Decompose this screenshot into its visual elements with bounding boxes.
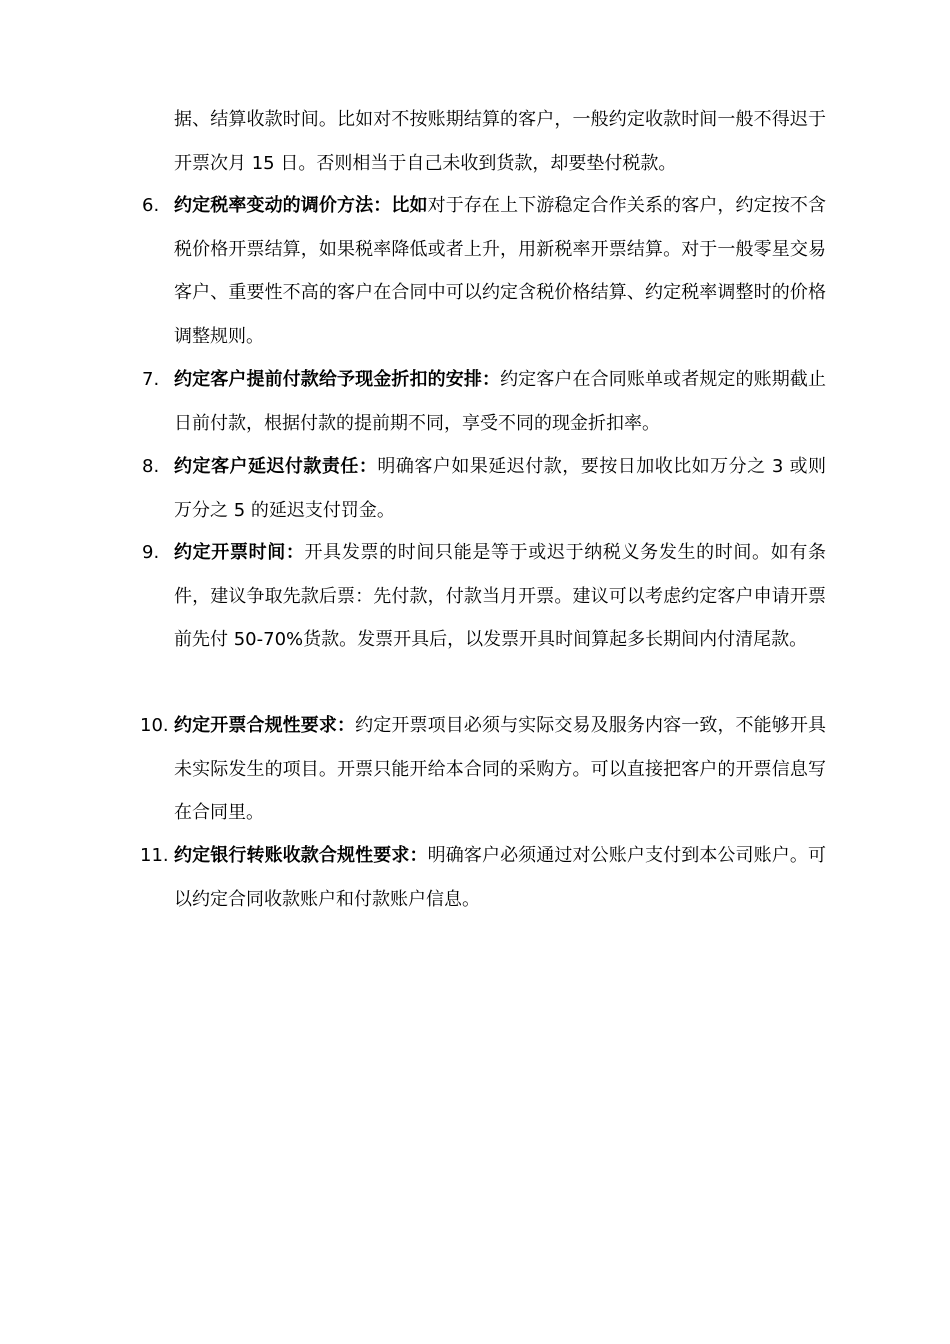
item-number: 9. (142, 542, 160, 563)
item-body (174, 531, 826, 662)
item-text: 开具发票的时间只能是等于或迟于纳税义务发生的时间。如有条件，建议争取先款后票：先付款，付款当月开票。建议可以考虑约定客户申请开票前先付 50-70%货款。发票开具后，以发票开具时间算起多长期间内付清尾款。 (174, 542, 826, 650)
item-number: 8. (142, 456, 160, 477)
item-body (174, 704, 826, 835)
item-body (174, 358, 826, 445)
intro-paragraph: 据、结算收款时间。比如对不按账期结算的客户，一般约定收款时间一般不得迟于开票次月 15 日。否则相当于自己未收到货款，却要垫付税款。 (174, 109, 826, 174)
item-text: 对于存在上下游稳定合作关系的客户，约定按不含税价格开票结算，如果税率降低或者上升，用新税率开票结算。对于一般零星交易客户、重要性不高的客户在合同中可以约定含税价格结算、约定税率调整时的价格调整规则。 (174, 195, 827, 347)
item-number: 10. (140, 715, 169, 736)
item-number: 7. (142, 369, 160, 390)
item-text: 明确客户必须通过对公账户支付到本公司账户。可以约定合同收款账户和付款账户信息。 (174, 845, 827, 910)
item-heading: 约定开票时间： (174, 542, 305, 563)
item-body (174, 445, 826, 532)
item-heading: 约定客户提前付款给予现金折扣的安排： (174, 369, 501, 390)
item-body (174, 834, 826, 921)
item-number: 11. (140, 845, 169, 866)
item-heading: 约定税率变动的调价方法：比如 (174, 195, 428, 216)
item-number: 6. (142, 195, 160, 216)
item-text: 明确客户如果延迟付款，要按日加收比如万分之 3 或则万分之 5 的延迟支付罚金。 (174, 456, 826, 521)
item-body (174, 184, 826, 358)
item-heading: 约定客户延迟付款责任： (174, 456, 378, 477)
item-text: 约定开票项目必须与实际交易及服务内容一致，不能够开具未实际发生的项目。开票只能开给本合同的采购方。可以直接把客户的开票信息写在合同里。 (174, 715, 827, 823)
item-text: 约定客户在合同账单或者规定的账期截止日前付款，根据付款的提前期不同，享受不同的现金折扣率。 (174, 369, 827, 434)
item-heading: 约定开票合规性要求： (174, 715, 356, 736)
item-heading: 约定银行转账收款合规性要求： (174, 845, 428, 866)
